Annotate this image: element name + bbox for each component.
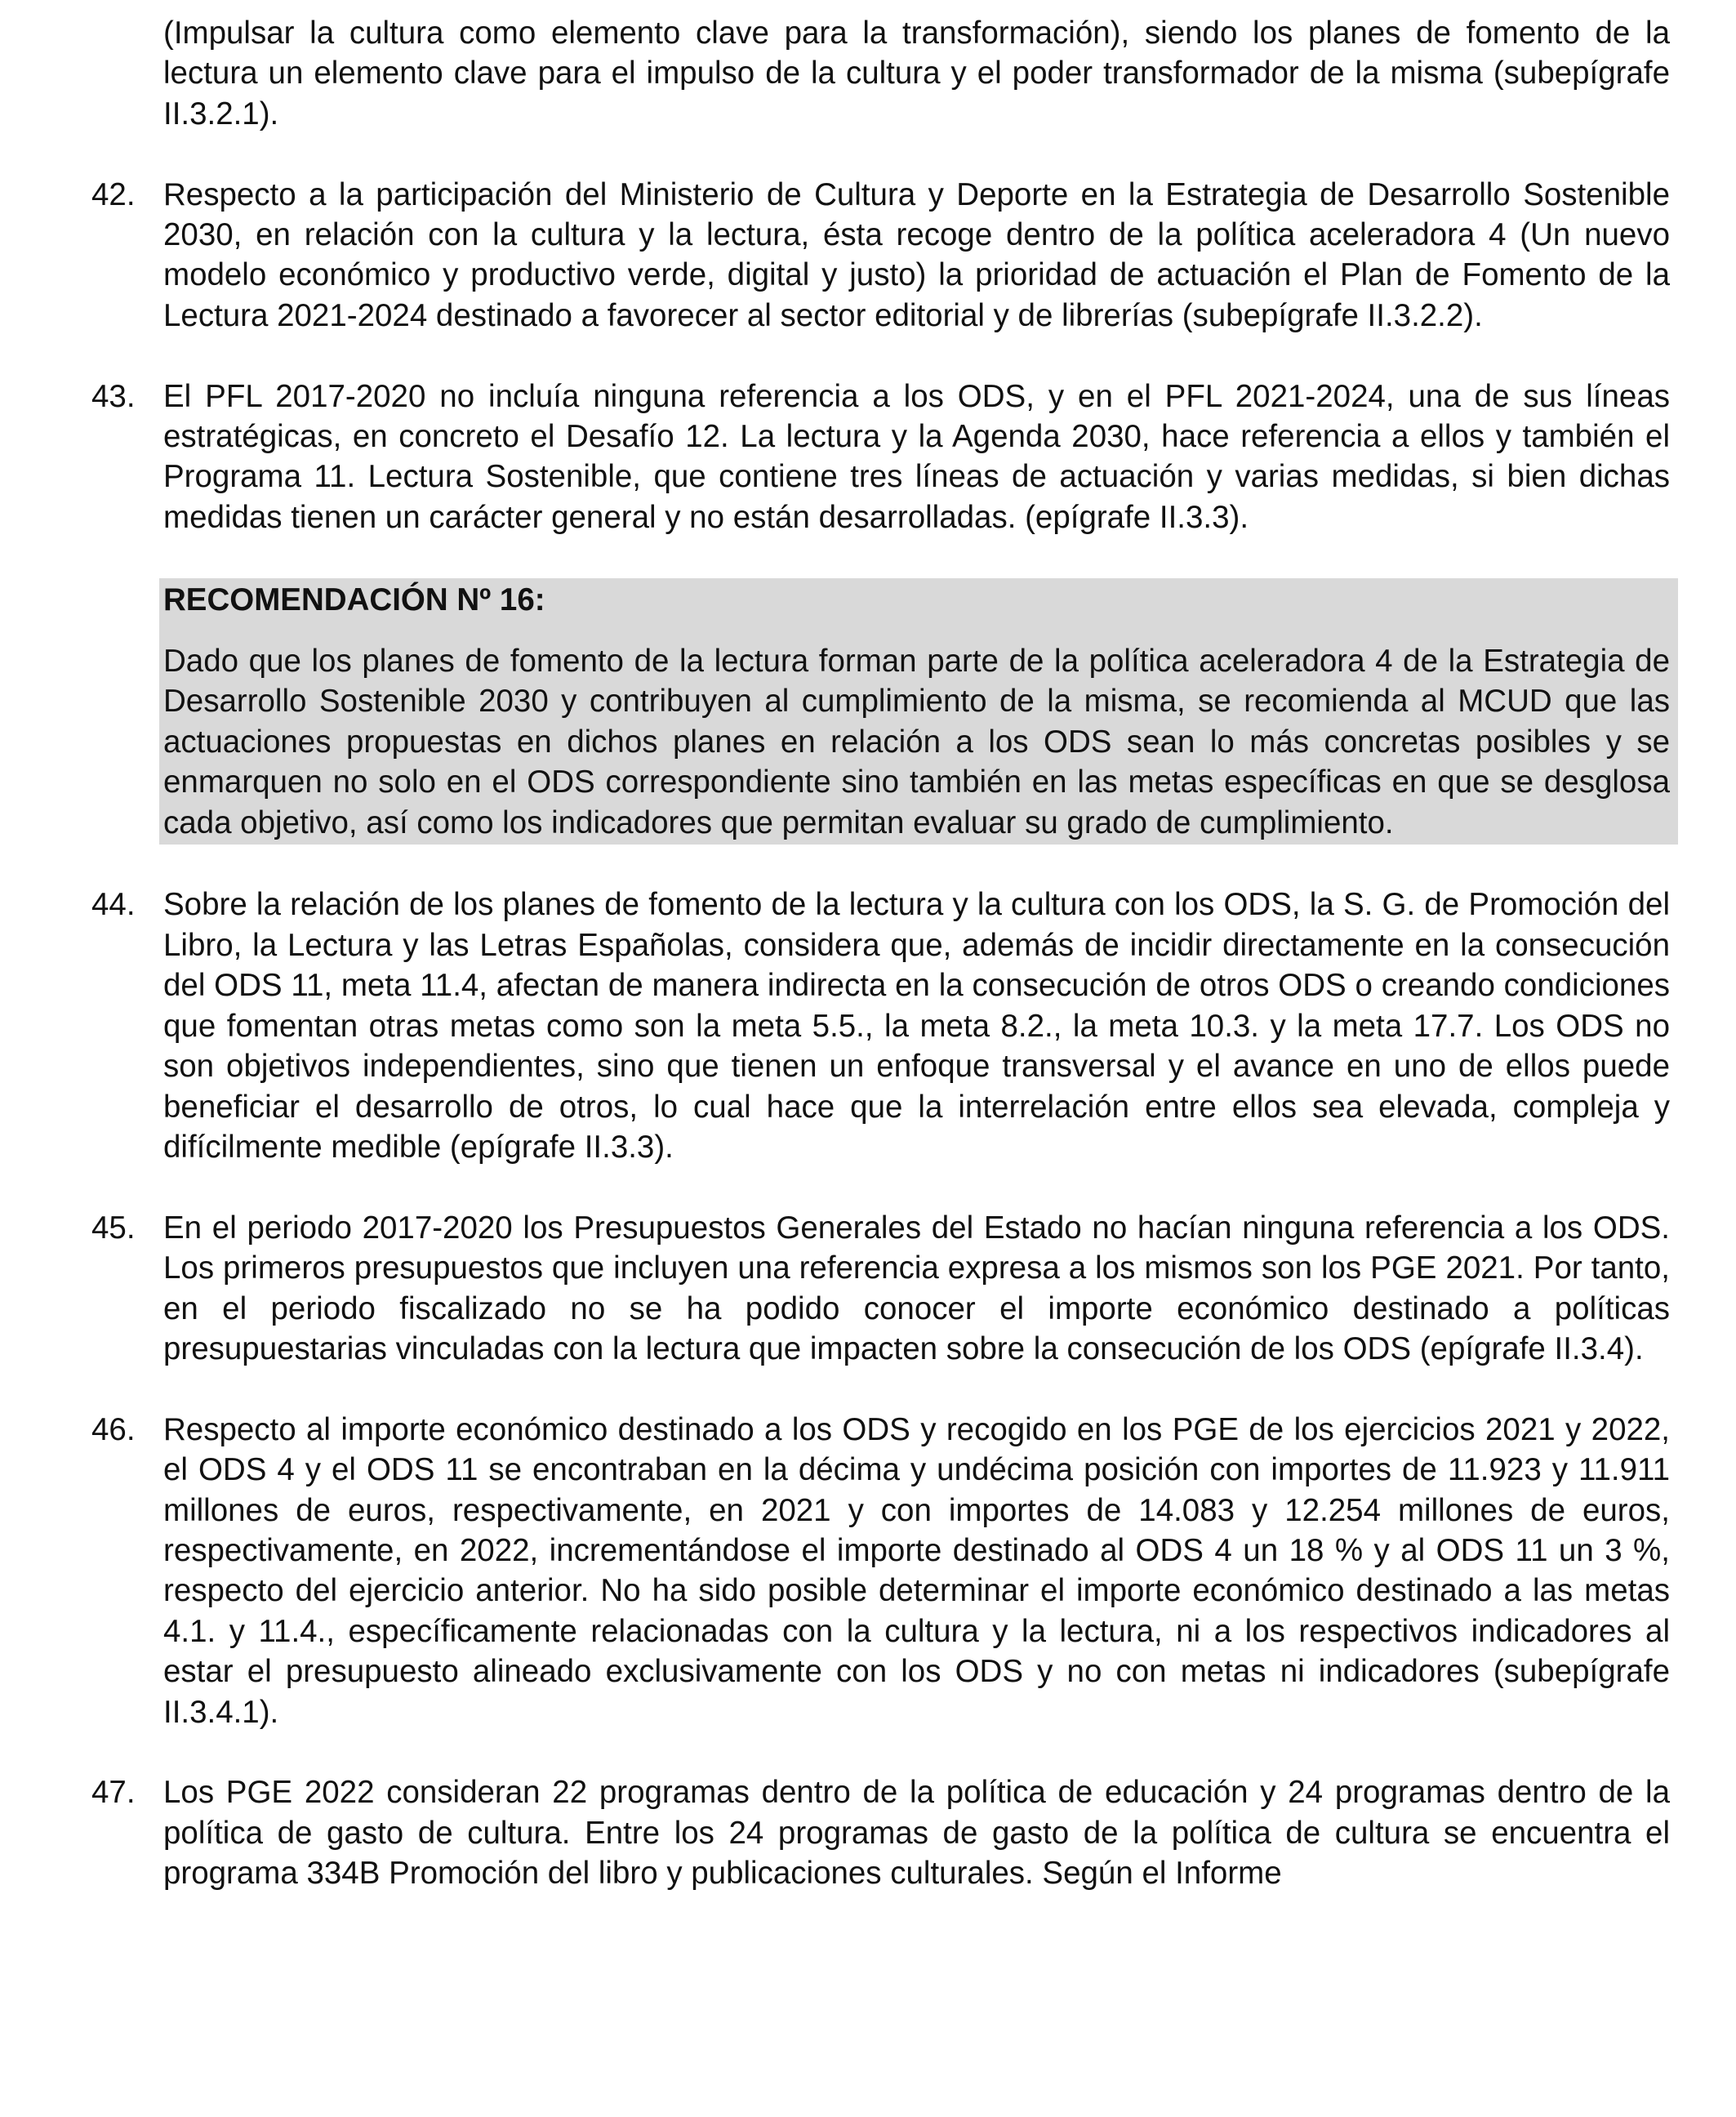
paragraph-45 <box>91 1208 1670 1370</box>
paragraph-number: 42. <box>91 176 136 212</box>
paragraph-number: 43. <box>91 378 136 414</box>
paragraph-44 <box>91 885 1670 1167</box>
paragraph-text: Respecto a la participación del Ministerio de Cultura y Deporte en la Estrategia de Desarrollo Sostenible 2030, en relación con la cultura y la lectura, ésta recoge dentro de la política aceleradora 4 (Un nuevo modelo económico y productivo verde, digital y justo) la prioridad de actuación el Plan de Fomento de la Lectura 2021-2024 destinado a favorecer al sector editorial y de librerías (subepígrafe II.3.2.2). <box>163 176 1670 333</box>
paragraph-47 <box>91 1772 1670 1893</box>
paragraph-text: El PFL 2017-2020 no incluía ninguna referencia a los ODS, y en el PFL 2021-2024, una de sus líneas estratégicas, en concreto el Desafío 12. La lectura y la Agenda 2030, hace referencia a ellos y también el Programa 11. Lectura Sostenible, que contiene tres líneas de actuación y varias medidas, si bien dichas medidas tienen un carácter general y no están desarrolladas. (epígrafe II.3.3). <box>163 378 1670 535</box>
document-page <box>91 13 1670 1934</box>
paragraph-number: 47. <box>91 1775 136 1811</box>
paragraph-text: Respecto al importe económico destinado a los ODS y recogido en los PGE de los ejercicios 2021 y 2022, el ODS 4 y el ODS 11 se encontraban en la décima y undécima posición con importes de 11.923 y 11.911 millones de euros, respectivamente, en 2021 y con importes de 14.083 y 12.254 millones de euros, respectivamente, en 2022, incrementándose el importe destinado al ODS 4 un 18 % y al ODS 11 un 3 %, respecto del ejercicio anterior. No ha sido posible determinar el importe económico destinado a las metas 4.1. y 11.4., específicamente relacionadas con la cultura y la lectura, ni a los respectivos indicadores al estar el presupuesto alineado exclusivamente con los ODS y no con metas ni indicadores (subepígrafe II.3.4.1). <box>163 1411 1670 1730</box>
paragraph-42 <box>91 175 1670 336</box>
paragraph-number: 46. <box>91 1411 136 1447</box>
paragraph-number: 44. <box>91 887 136 923</box>
paragraph-46 <box>91 1410 1670 1732</box>
intro-paragraph: (Impulsar la cultura como elemento clave para la transformación), siendo los planes de fomento de la lectura un elemento clave para el impulso de la cultura y el poder transformador de la misma (subepígrafe II.3.2.1). <box>163 16 1670 131</box>
paragraph-number: 45. <box>91 1210 136 1246</box>
paragraph-43 <box>91 377 1670 538</box>
paragraph-text: En el periodo 2017-2020 los Presupuestos Generales del Estado no hacían ninguna referencia a los ODS. Los primeros presupuestos que incluyen una referencia expresa a los mismos son los PGE 2021. Por tanto, en el periodo fiscalizado no se ha podido conocer el importe económico destinado a políticas presupuestarias vinculadas con la lectura que impacten sobre la consecución de los ODS (epígrafe II.3.4). <box>163 1210 1670 1366</box>
recommendation-text: Dado que los planes de fomento de la lectura forman parte de la política aceleradora 4 de la Estrategia de Desarrollo Sostenible 2030 y contribuyen al cumplimiento de la misma, se recomienda al MCUD que las actuaciones propuestas en dichos planes en relación a los ODS sean lo más concretas posibles y se enmarquen no solo en el ODS correspondiente sino también en las metas específicas en que se desglosa cada objetivo, así como los indicadores que permitan evaluar su grado de cumplimiento. <box>163 644 1670 840</box>
recommendation-box <box>159 578 1678 845</box>
paragraph-text: Los PGE 2022 consideran 22 programas dentro de la política de educación y 24 programas dentro de la política de gasto de cultura. Entre los 24 programas de gasto de la política de cultura se encuentra el programa 334B Promoción del libro y publicaciones culturales. Según el Informe <box>163 1775 1670 1892</box>
paragraph-text: Sobre la relación de los planes de fomento de la lectura y la cultura con los ODS, la S. G. de Promoción del Libro, la Lectura y las Letras Españolas, considera que, además de incidir directamente en la consecución del ODS 11, meta 11.4, afectan de manera indirecta en la consecución de otros ODS o creando condiciones que fomentan otras metas como son la meta 5.5., la meta 8.2., la meta 10.3. y la meta 17.7. Los ODS no son objetivos independientes, sino que tienen un enfoque transversal y el avance en uno de ellos puede beneficiar el desarrollo de otros, lo cual hace que la interrelación entre ellos sea elevada, compleja y difícilmente medible (epígrafe II.3.3). <box>163 887 1670 1165</box>
recommendation-title: RECOMENDACIÓN Nº 16: <box>163 582 545 617</box>
